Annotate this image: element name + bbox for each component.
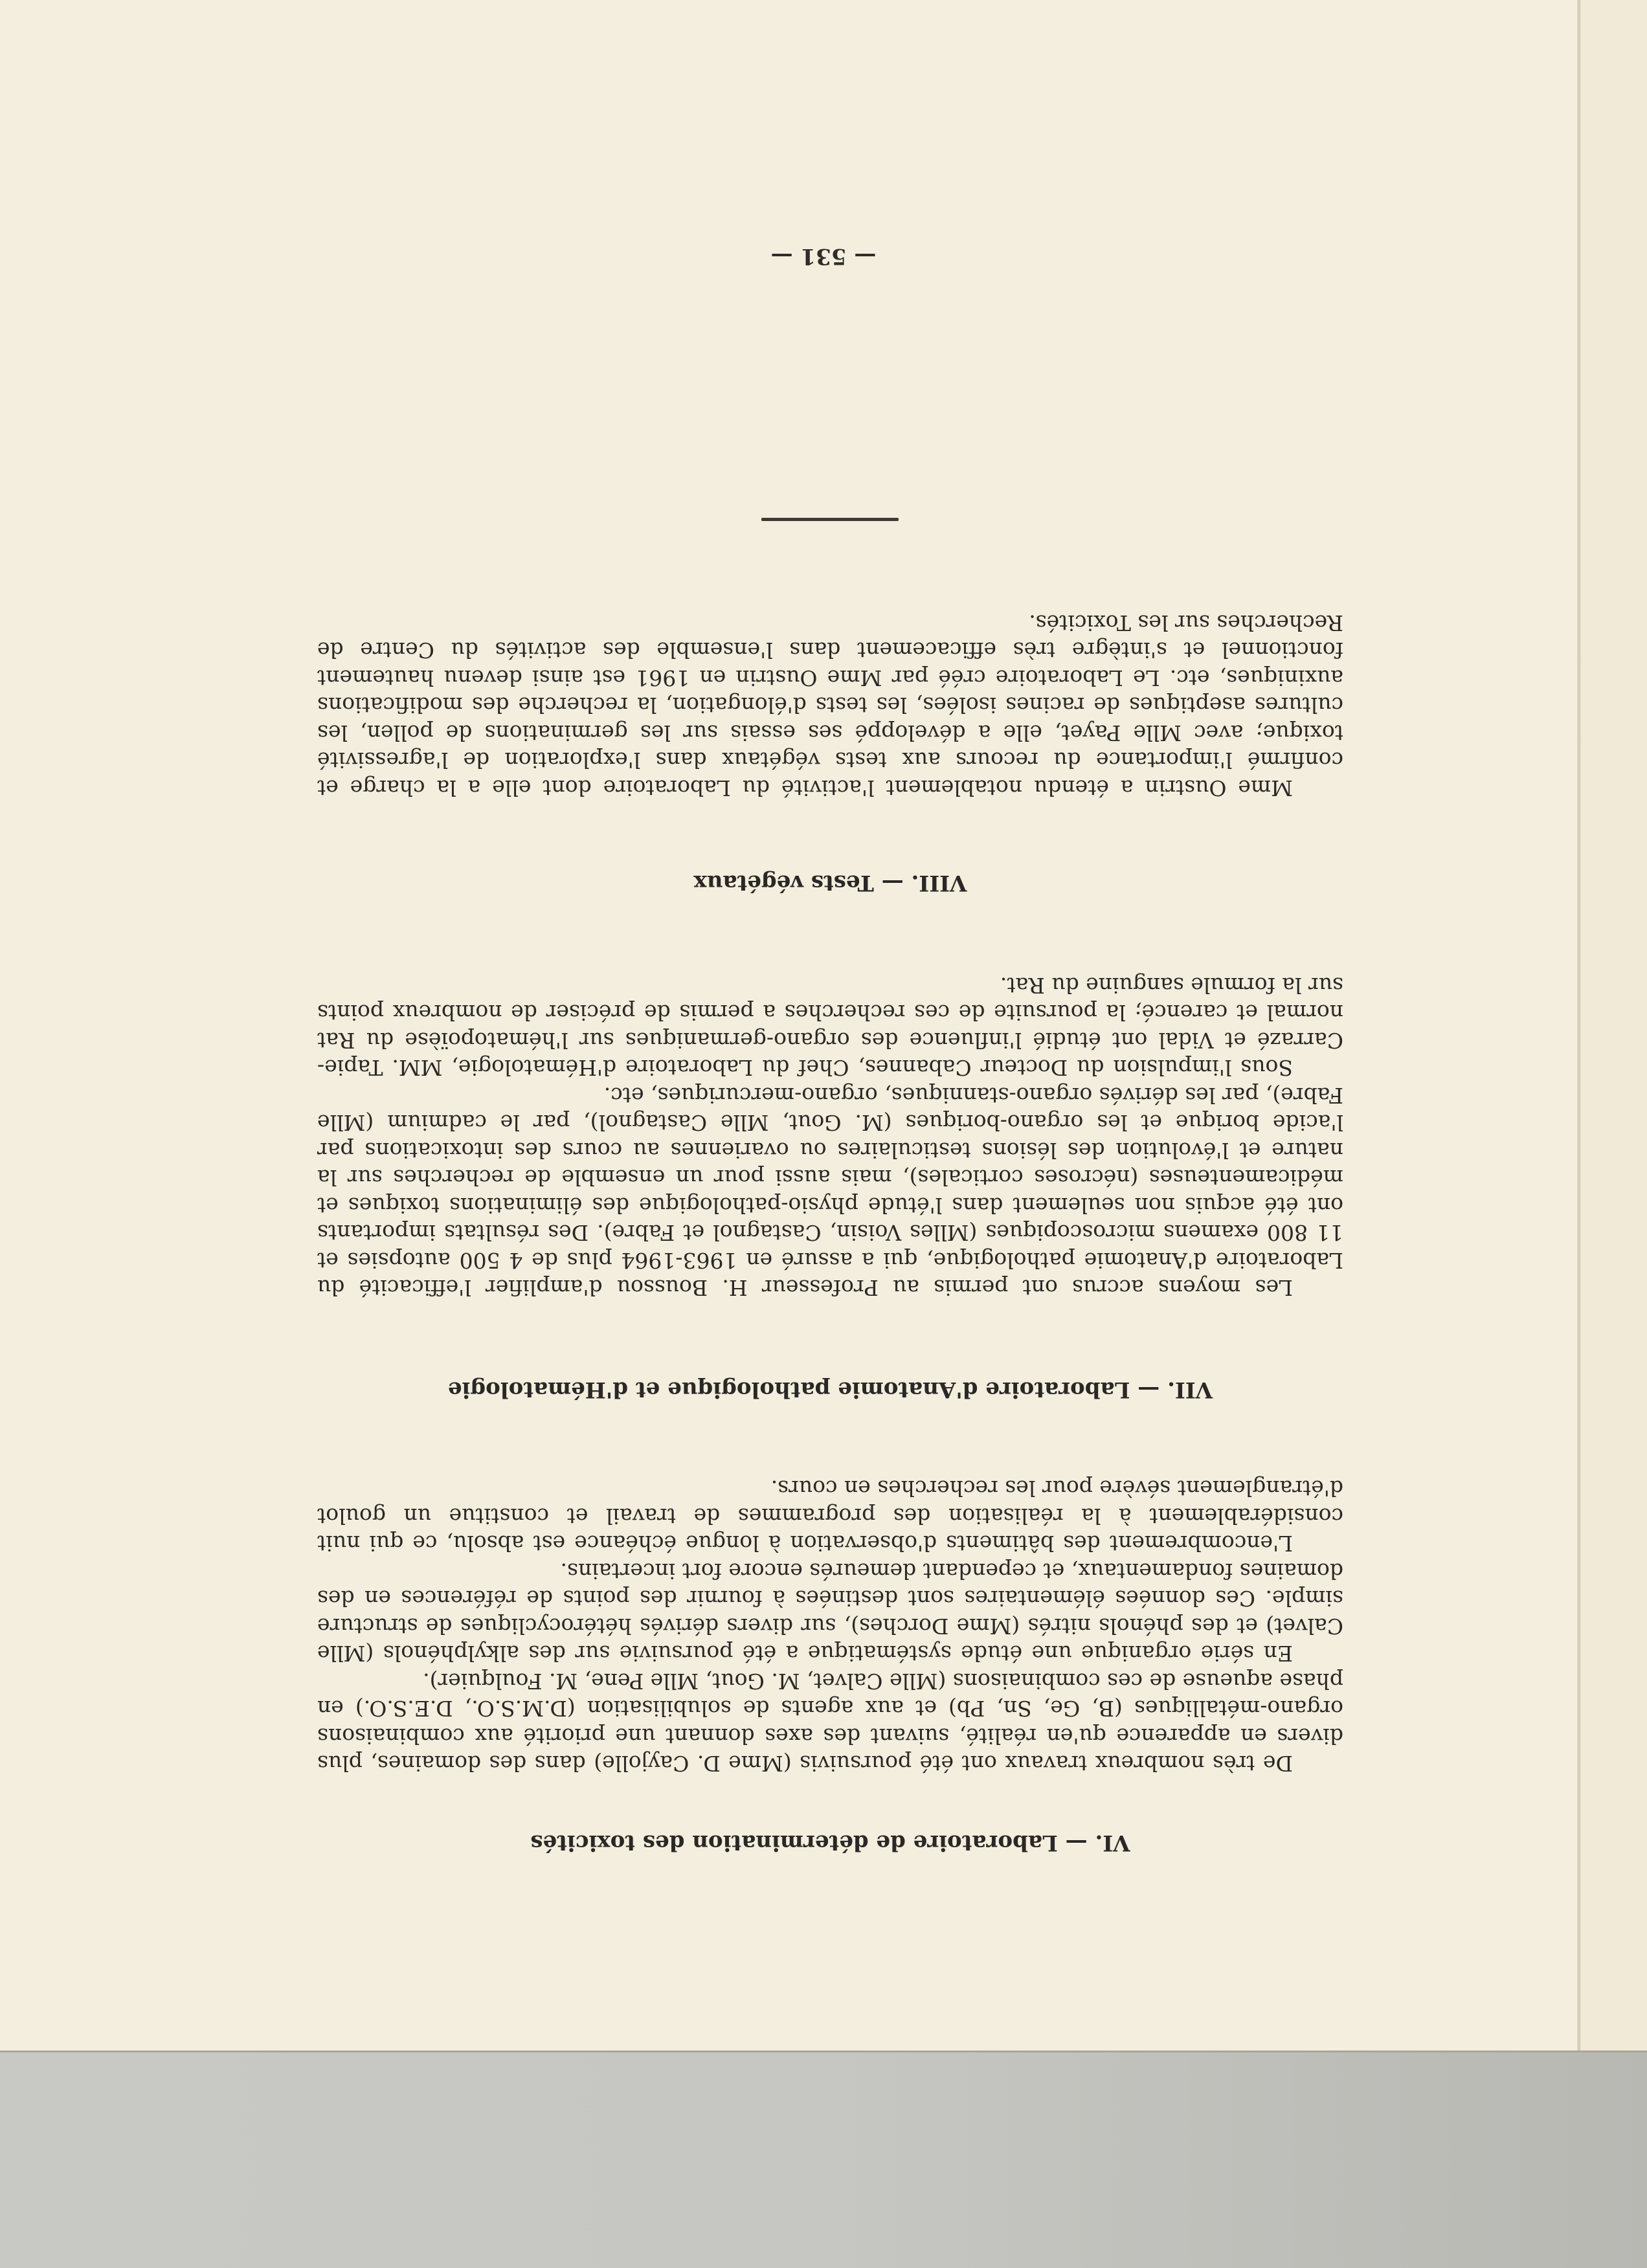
paragraph: En série organique une étude systématique a été poursuivie sur des alkylphénols (Mlle Calvet) et des phénols nitrés (Mme Dorches), sur divers dérivés hétérocycliques de structure simple. Ces données élémentaires sont destinées à fournir des points de références en des domaines fondamentaux, et cependant demeurés encore fort incertains. — [317, 1559, 1343, 1667]
document-body — [317, 518, 1343, 1857]
paragraph: De très nombreux travaux ont été poursuivis (Mme D. Cayjolle) dans des domaines, plus divers en apparence qu'en réalité, suivant des axes donnant une priorité aux combinaisons organo-métalliques (B, Ge, Sn, Pb) et aux agents de solubilisation (D.M.S.O., D.E.S.O.) en phase aqueuse de ces combinaisons (Mlle Calvet, M. Gout, Mlle Pene, M. Foulquier). — [317, 1669, 1343, 1777]
paragraph: Sous l'impulsion du Docteur Cabannes, Chef du Laboratoire d'Hématologie, MM. Tapie-Carrazé et Vidal ont étudié l'influence des organo-germaniques sur l'hématopoïèse du Rat normal et carencé; la poursuite de ces recherches a permis de préciser de nombreux points sur la formule sanguine du Rat. — [317, 973, 1343, 1081]
paragraph: L'encombrement des bâtiments d'observation à longue échéance est absolu, ce qui nuit considérablement à la réalisation des programmes de travail et constitue un goulot d'étranglement sévère pour les recherches en cours. — [317, 1476, 1343, 1557]
end-rule-divider — [762, 518, 899, 522]
paragraph: Les moyens accrus ont permis au Professeur H. Boussou d'amplifier l'efficacité du Laboratoire d'Anatomie pathologique, qui a assuré en 1963-1964 plus de 4 500 autopsies et 11 800 examens microscopiques (Mlles Voisin, Castagnol et Fabre). Des résultats importants ont été acquis non seulement dans l'étude physio-pathologique des éliminations toxiques et médicamenteuses (nécroses corticales), mais aussi pour un ensemble de recherches sur la nature et l'évolution des lésions testiculaires ou ovariennes au cours des intoxications par l'acide borique et les organo-boriques (M. Gout, Mlle Castagnol), par le cadmium (Mlle Fabre), par les dérivés organo-stanniques, organo-mercuriques, etc. — [317, 1083, 1343, 1301]
section-heading-viii: VIII. — Tests végétaux — [693, 870, 967, 896]
paragraph: Mme Oustrin a étendu notablement l'activité du Laboratoire dont elle a la charge et confirmé l'importance du recours aux tests végétaux dans l'exploration de l'agressivité toxique; avec Mlle Payet, elle a développé ses essais sur les germinations de pollen, les cultures aseptiques de racines isolées, les tests d'élongation, la recherche des modifications auxiniques, etc. Le Laboratoire créé par Mme Oustrin en 1961 est ainsi devenu hautement fonctionnel et s'intègre très efficacement dans l'ensemble des activités du Centre de Recherches sur les Toxicités. — [317, 610, 1343, 801]
page-number: — 531 — — [770, 243, 877, 269]
section-heading-vi: VI. — Laboratoire de détermination des toxicités — [530, 1830, 1130, 1856]
section-heading-vii: VII. — Laboratoire d'Anatomie pathologique et d'Hématologie — [447, 1377, 1213, 1403]
